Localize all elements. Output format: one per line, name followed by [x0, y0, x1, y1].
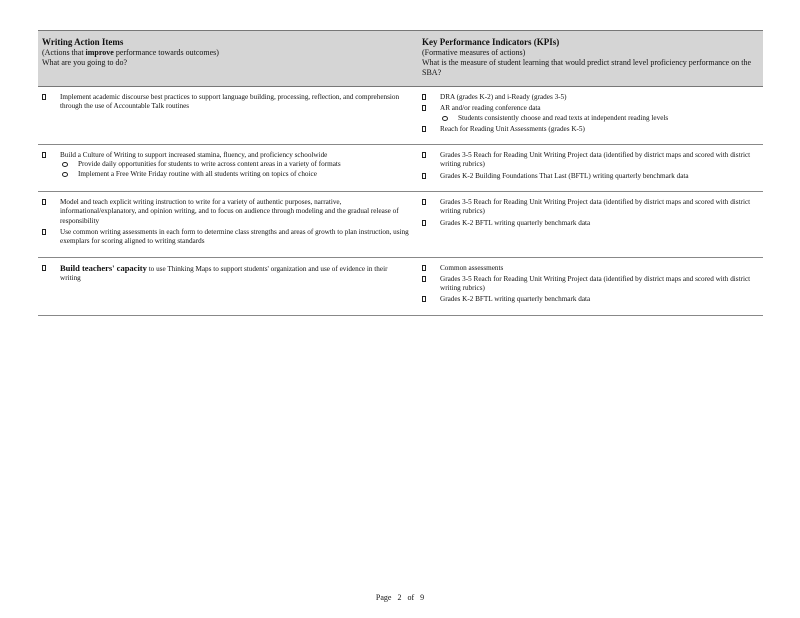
table-row	[38, 145, 763, 192]
item-text: Grades K-2 Building Foundations That Last (BFTL) writing quarterly benchmark data	[440, 171, 689, 180]
header-left-title: Writing Action Items	[42, 37, 124, 47]
item-text: Build a Culture of Writing to support increased stamina, fluency, and proficiency schoolwide	[60, 151, 328, 160]
page-footer	[0, 593, 800, 602]
square-bullet-icon	[422, 94, 426, 100]
square-bullet-icon	[42, 94, 46, 100]
kpi-cell	[418, 192, 763, 257]
sub-list-item	[60, 170, 410, 179]
circle-bullet-icon	[62, 162, 68, 167]
item-text: Implement academic discourse best practices to support language building, processing, reflection, and comprehension through the use of Accountable Talk routines	[60, 93, 400, 111]
list-item	[422, 219, 759, 228]
item-text: Common assessments	[440, 263, 504, 272]
item-text: Grades K-2 BFTL writing quarterly benchmark data	[440, 218, 591, 227]
bullet-list	[422, 93, 759, 134]
page-of-label: of	[407, 593, 415, 602]
sub-item-text: Students consistently choose and read texts at independent reading levels	[458, 113, 669, 122]
page-label: Page	[375, 593, 392, 602]
square-bullet-icon	[422, 220, 426, 226]
kpi-cell	[418, 145, 763, 192]
table-row	[38, 192, 763, 257]
square-bullet-icon	[422, 265, 426, 271]
header-right-line2: What is the measure of student learning that would predict strand level proficiency performance on the SBA?	[422, 58, 751, 77]
list-item	[422, 93, 759, 102]
square-bullet-icon	[422, 126, 426, 132]
bullet-list	[42, 264, 410, 284]
bullet-list	[422, 151, 759, 181]
kpi-cell	[418, 257, 763, 315]
item-text: AR and/or reading conference data	[440, 104, 541, 113]
list-item	[422, 198, 759, 217]
kpi-cell	[418, 87, 763, 145]
square-bullet-icon	[422, 296, 426, 302]
action-plan-table	[38, 30, 763, 316]
action-item-cell	[38, 257, 418, 315]
square-bullet-icon	[422, 152, 426, 158]
page-number: 2	[397, 593, 402, 602]
bullet-list	[42, 151, 410, 179]
sub-list-item	[60, 160, 410, 169]
list-item	[422, 125, 759, 134]
square-bullet-icon	[42, 265, 46, 271]
list-item	[422, 295, 759, 304]
list-item	[42, 198, 410, 226]
item-text: DRA (grades K-2) and i-Ready (grades 3-5)	[440, 93, 567, 101]
header-writing-action-items	[38, 31, 418, 87]
list-item	[422, 172, 759, 181]
square-bullet-icon	[422, 173, 426, 179]
list-item	[42, 93, 410, 112]
square-bullet-icon	[42, 199, 46, 205]
action-item-cell	[38, 145, 418, 192]
list-item	[422, 264, 759, 273]
header-kpis	[418, 31, 763, 87]
sub-list-item	[440, 114, 759, 123]
header-right-title: Key Performance Indicators (KPIs)	[422, 37, 560, 47]
circle-bullet-icon	[442, 116, 448, 121]
bullet-list	[42, 198, 410, 246]
header-right-line1: (Formative measures of actions)	[422, 48, 526, 57]
square-bullet-icon	[42, 152, 46, 158]
bullet-list	[422, 264, 759, 305]
bullet-list	[42, 93, 410, 112]
action-item-cell	[38, 192, 418, 257]
item-text: Grades K-2 BFTL writing quarterly benchmark data	[440, 295, 591, 304]
table-body	[38, 87, 763, 316]
header-left-line1: (Actions that improve performance towards outcomes)	[42, 48, 219, 57]
square-bullet-icon	[42, 229, 46, 235]
square-bullet-icon	[422, 276, 426, 282]
table-header-row	[38, 31, 763, 87]
action-item-cell	[38, 87, 418, 145]
header-left-line2: What are you going to do?	[42, 58, 128, 67]
list-item	[42, 264, 410, 284]
square-bullet-icon	[422, 199, 426, 205]
item-text: Use common writing assessments in each form to determine class strengths and areas of growth to plan instruction, using exemplars for scoring aligned to writing standards	[60, 227, 409, 246]
item-text: Grades 3-5 Reach for Reading Unit Writing Project data (identified by district maps and scored with district writing rubrics)	[440, 274, 751, 293]
item-text: Model and teach explicit writing instruction to write for a variety of authentic purposes, narrative, informational/explanatory, and opinion writing, and to focus on audience through modeling and the gradual release of responsibility	[60, 198, 399, 225]
item-text: Grades 3-5 Reach for Reading Unit Writing Project data (identified by district maps and scored with district writing rubrics)	[440, 151, 751, 169]
list-item	[42, 228, 410, 247]
square-bullet-icon	[422, 105, 426, 111]
bullet-list	[422, 198, 759, 228]
item-text: to use Thinking Maps to support students' organization and use of evidence in their writing	[60, 264, 388, 282]
table-row	[38, 257, 763, 315]
list-item	[422, 275, 759, 294]
sub-item-text: Provide daily opportunities for students to write across content areas in a variety of formats	[78, 160, 341, 169]
item-bold-lead: Build teachers' capacity	[60, 262, 147, 273]
sub-bullet-list	[440, 114, 759, 123]
sub-bullet-list	[60, 160, 410, 179]
item-text: Reach for Reading Unit Assessments (grades K-5)	[440, 124, 585, 133]
table-row	[38, 87, 763, 145]
item-text: Grades 3-5 Reach for Reading Unit Writing Project data (identified by district maps and scored with district writing rubrics)	[440, 198, 751, 216]
list-item	[42, 151, 410, 179]
page-total: 9	[420, 593, 425, 602]
circle-bullet-icon	[62, 172, 68, 177]
sub-item-text: Implement a Free Write Friday routine with all students writing on topics of choice	[78, 169, 317, 178]
list-item	[422, 104, 759, 123]
list-item	[422, 151, 759, 170]
